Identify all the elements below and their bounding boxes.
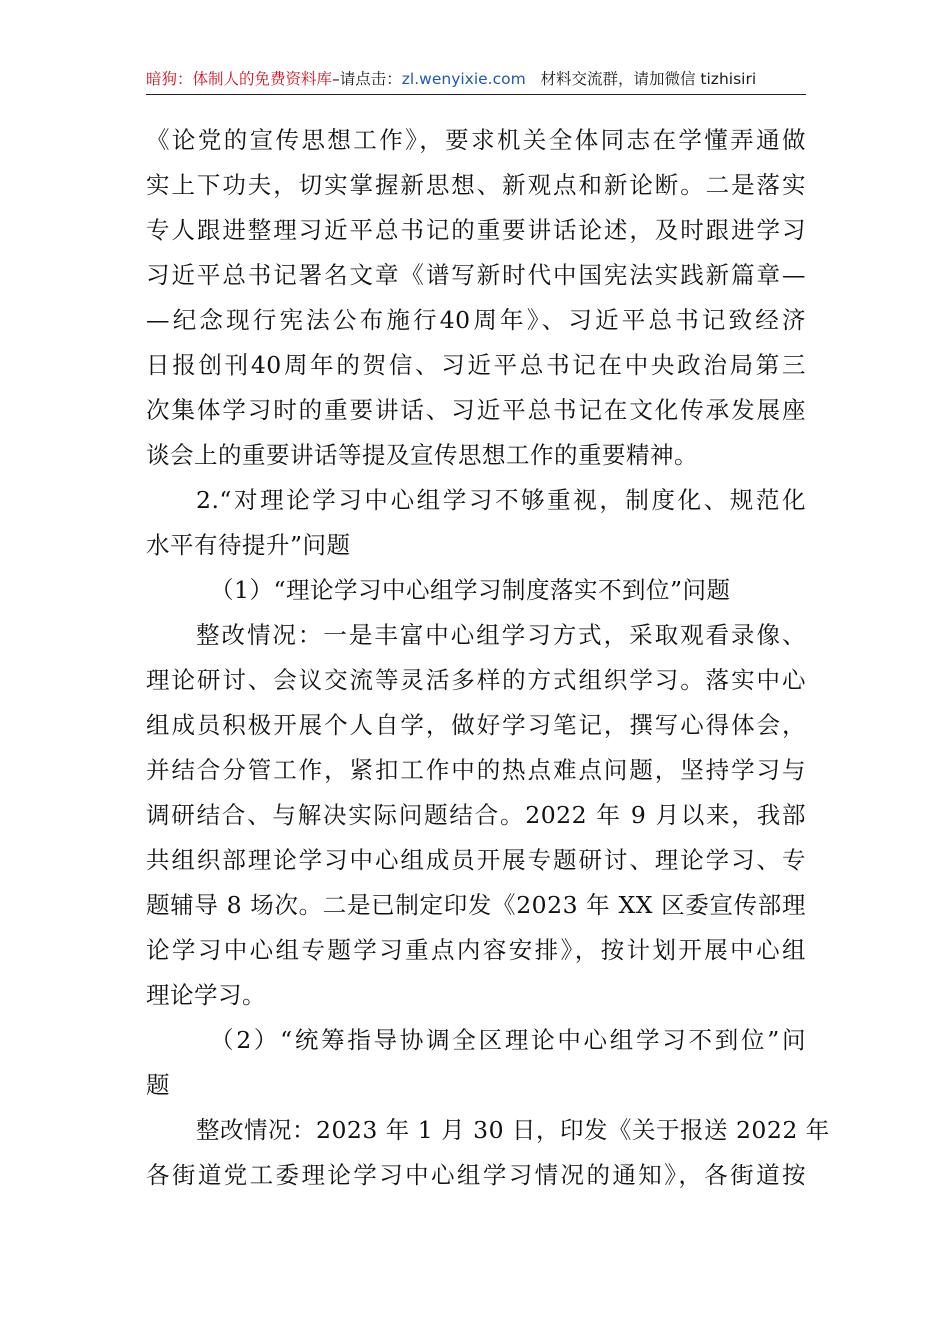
text-line: 论学习中心组专题学习重点内容安排》，按计划开展中心组 <box>146 936 806 964</box>
text-line: 习近平总书记署名文章《谱写新时代中国宪法实践新篇章— <box>146 261 806 289</box>
text-line: 谈会上的重要讲话等提及宣传思想工作的重要精神。 <box>146 441 698 469</box>
text-line: 调研结合、与解决实际问题结合。2022 年 9 月以来，我部 <box>146 801 806 829</box>
text-line: 《论党的宣传思想工作》，要求机关全体同志在学懂弄通做 <box>146 126 806 154</box>
header-link[interactable]: zl.wenyixie.com <box>401 70 526 88</box>
header-brand: 暗狗：体制人的免费资料库 <box>146 70 333 88</box>
text-line: 专人跟进整理习近平总书记的重要讲话论述，及时跟进学习 <box>146 216 806 244</box>
text-line: —纪念现行宪法公布施行40周年》、习近平总书记致经济 <box>146 306 806 334</box>
document-body <box>146 118 830 1198</box>
paragraph-start: 整改情况：一是丰富中心组学习方式，采取观看录像、 <box>196 621 806 649</box>
section-heading: 2.“对理论学习中心组学习不够重视，制度化、规范化 <box>196 486 806 514</box>
subsection-heading: （2）“统筹指导协调全区理论中心组学习不到位”问 <box>210 1026 806 1054</box>
text-line: 日报创刊40周年的贺信、习近平总书记在中央政治局第三 <box>146 351 806 379</box>
header-divider <box>146 94 806 95</box>
text-line: 理论研讨、会议交流等灵活多样的方式组织学习。落实中心 <box>146 666 806 694</box>
text-line: 并结合分管工作，紧扣工作中的热点难点问题，坚持学习与 <box>146 756 806 784</box>
subsection-heading: （1）“理论学习中心组学习制度落实不到位”问题 <box>210 576 731 604</box>
text-line: 实上下功夫，切实掌握新思想、新观点和新论断。二是落实 <box>146 171 806 199</box>
page-header <box>146 66 806 92</box>
text-line: 各街道党工委理论学习中心组学习情况的通知》，各街道按 <box>146 1161 806 1189</box>
header-prompt: –请点击： <box>332 70 402 88</box>
text-line: 次集体学习时的重要讲话、习近平总书记在文化传承发展座 <box>146 396 806 424</box>
paragraph-start: 整改情况：2023 年 1 月 30 日，印发《关于报送 2022 年 <box>196 1116 830 1144</box>
section-heading-continued: 水平有待提升”问题 <box>146 531 351 559</box>
text-line: 题辅导 8 场次。二是已制定印发《2023 年 XX 区委宣传部理 <box>146 891 806 919</box>
subsection-heading-continued: 题 <box>146 1071 170 1099</box>
text-line: 组成员积极开展个人自学，做好学习笔记，撰写心得体会， <box>146 711 806 739</box>
header-group-note: 材料交流群，请加微信 tizhisiri <box>540 70 757 88</box>
text-line: 共组织部理论学习中心组成员开展专题研讨、理论学习、专 <box>146 846 806 874</box>
text-line: 理论学习。 <box>146 981 266 1009</box>
